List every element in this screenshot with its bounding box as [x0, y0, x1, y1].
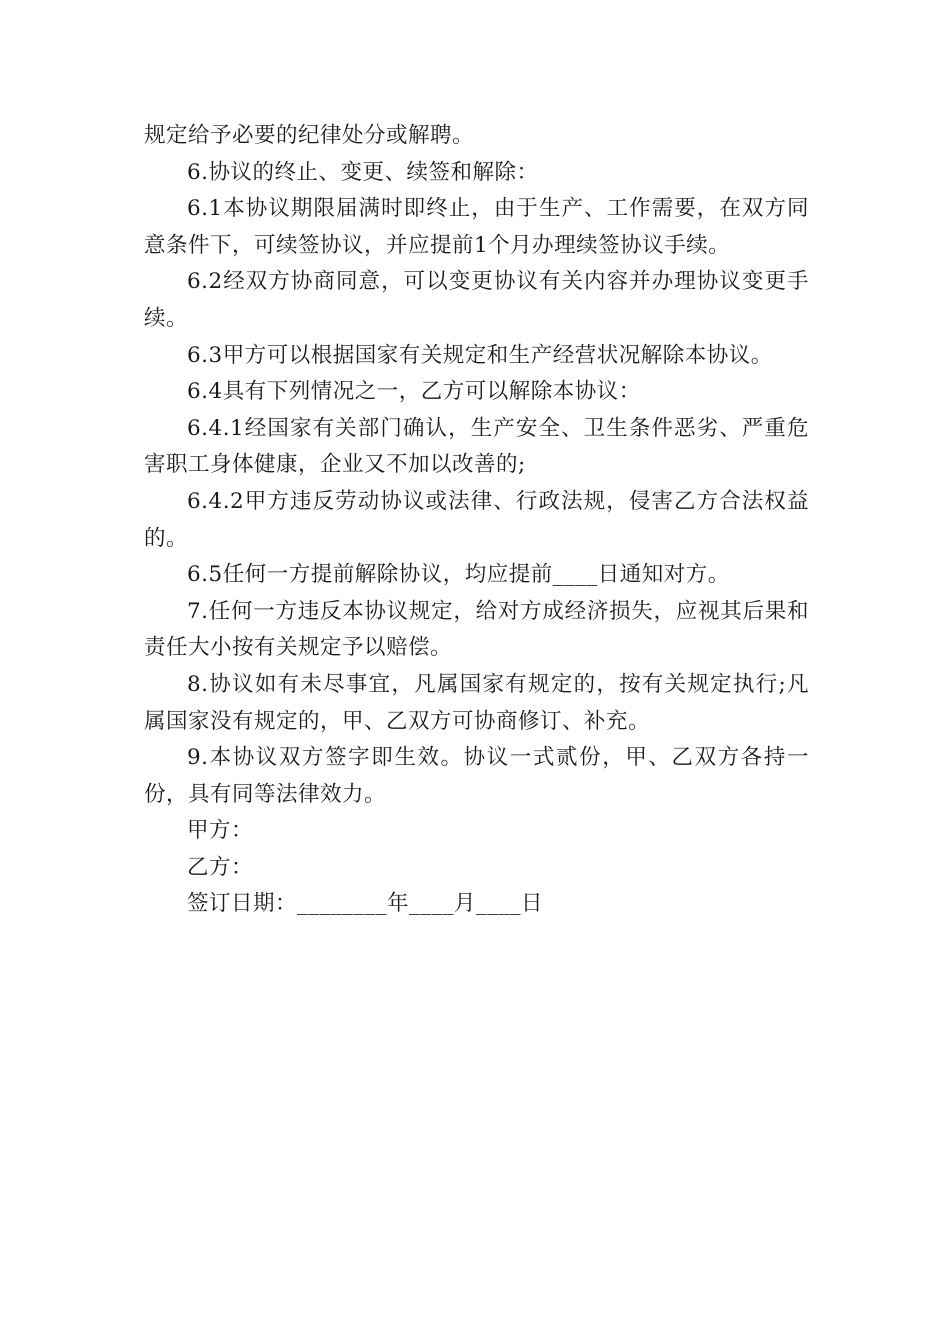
paragraph-clause-6-4: 6.4具有下列情况之一，乙方可以解除本协议： [187, 379, 641, 405]
paragraph-continuation: 规定给予必要的纪律处分或解聘。 [144, 123, 475, 148]
paragraph-clause-6-5: 6.5任何一方提前解除协议，均应提前____日通知对方。 [187, 562, 730, 588]
paragraph-clause-6-1: 6.1本协议期限届满时即终止，由于生产、工作需要，在双方同意条件下，可续签协议，并应提前1个月办理续签协议手续。 [144, 196, 809, 258]
signature-party-a: 甲方： [187, 818, 254, 844]
paragraph-clause-7: 7.任何一方违反本协议规定，给对方成经济损失，应视其后果和责任大小按有关规定予以赔偿。 [144, 598, 809, 661]
document-body [144, 118, 809, 923]
paragraph-clause-6-2: 6.2经双方协商同意，可以变更协议有关内容并办理协议变更手续。 [144, 269, 809, 331]
paragraph-clause-6-4-1: 6.4.1经国家有关部门确认，生产安全、卫生条件恶劣、严重危害职工身体健康，企业又不加以改善的; [144, 415, 809, 478]
paragraph-clause-6-4-2: 6.4.2甲方违反劳动协议或法律、行政法规，侵害乙方合法权益的。 [144, 488, 809, 551]
paragraph-clause-6-3: 6.3甲方可以根据国家有关规定和生产经营状况解除本协议。 [187, 342, 773, 368]
signature-date: 签订日期：________年____月____日 [187, 891, 544, 917]
paragraph-clause-8: 8.协议如有未尽事宜，凡属国家有规定的，按有关规定执行;凡属国家没有规定的，甲、乙双方可协商修订、补充。 [144, 671, 809, 734]
paragraph-clause-9: 9.本协议双方签字即生效。协议一式贰份，甲、乙双方各持一份，具有同等法律效力。 [144, 745, 809, 807]
signature-party-b: 乙方： [187, 854, 254, 880]
paragraph-section-6-heading: 6.协议的终止、变更、续签和解除： [187, 159, 539, 185]
